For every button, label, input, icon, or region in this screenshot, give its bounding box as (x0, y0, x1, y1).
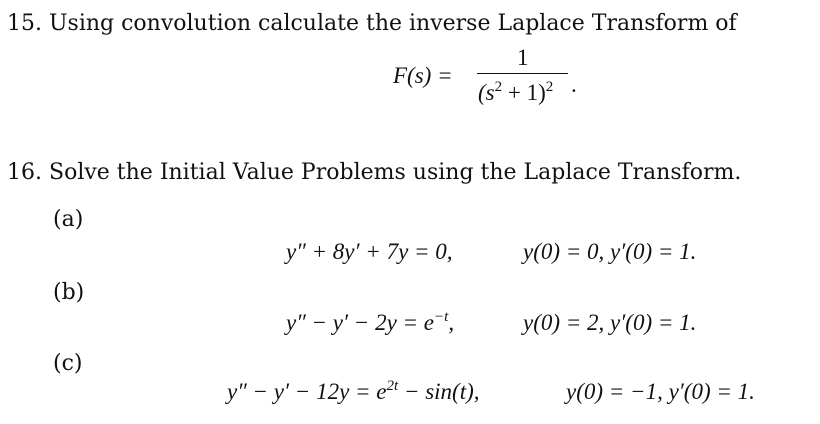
problem-15-denominator (478, 80, 553, 106)
problem-15-lhs: F(s) = (393, 63, 453, 88)
part-c-label: (c) (53, 351, 83, 376)
problem-15-period: . (571, 72, 577, 97)
part-c-conditions: y(0) = −1, y′(0) = 1. (566, 379, 755, 404)
part-b-equation-tail: , (448, 310, 455, 335)
denominator-base: (s (478, 80, 495, 105)
part-c-equation-main: y″ − y′ − 12y = e (227, 379, 387, 404)
problem-15-numerator: 1 (517, 45, 529, 70)
part-c-equation-tail: − sin(t), (398, 379, 480, 404)
part-c-equation-exp: 2t (386, 378, 399, 394)
problem-16-number: 16. (7, 160, 42, 185)
problem-15-text: Using convolution calculate the inverse Laplace Transform of (49, 11, 737, 36)
problem-16-text: Solve the Initial Value Problems using the Laplace Transform. (49, 160, 742, 185)
part-b-equation-exp: −t (434, 309, 449, 325)
part-b-equation-main: y″ − y′ − 2y = e (286, 310, 435, 335)
problem-16-heading (7, 160, 741, 185)
denominator-mid: + 1) (502, 80, 546, 105)
problem-15-number: 15. (7, 11, 42, 36)
part-b-equation (286, 310, 454, 336)
part-c-equation (227, 379, 480, 405)
problem-15-fraction-bar (477, 73, 568, 74)
part-a-conditions: y(0) = 0, y′(0) = 1. (523, 239, 697, 264)
part-b-label: (b) (53, 280, 85, 305)
denominator-exp2: 2 (545, 79, 554, 95)
problem-15-heading (7, 11, 737, 36)
part-b-conditions: y(0) = 2, y′(0) = 1. (523, 310, 697, 335)
part-a-label: (a) (53, 207, 84, 232)
denominator-exp1: 2 (494, 79, 503, 95)
part-a-equation: y″ + 8y′ + 7y = 0, (286, 239, 453, 264)
